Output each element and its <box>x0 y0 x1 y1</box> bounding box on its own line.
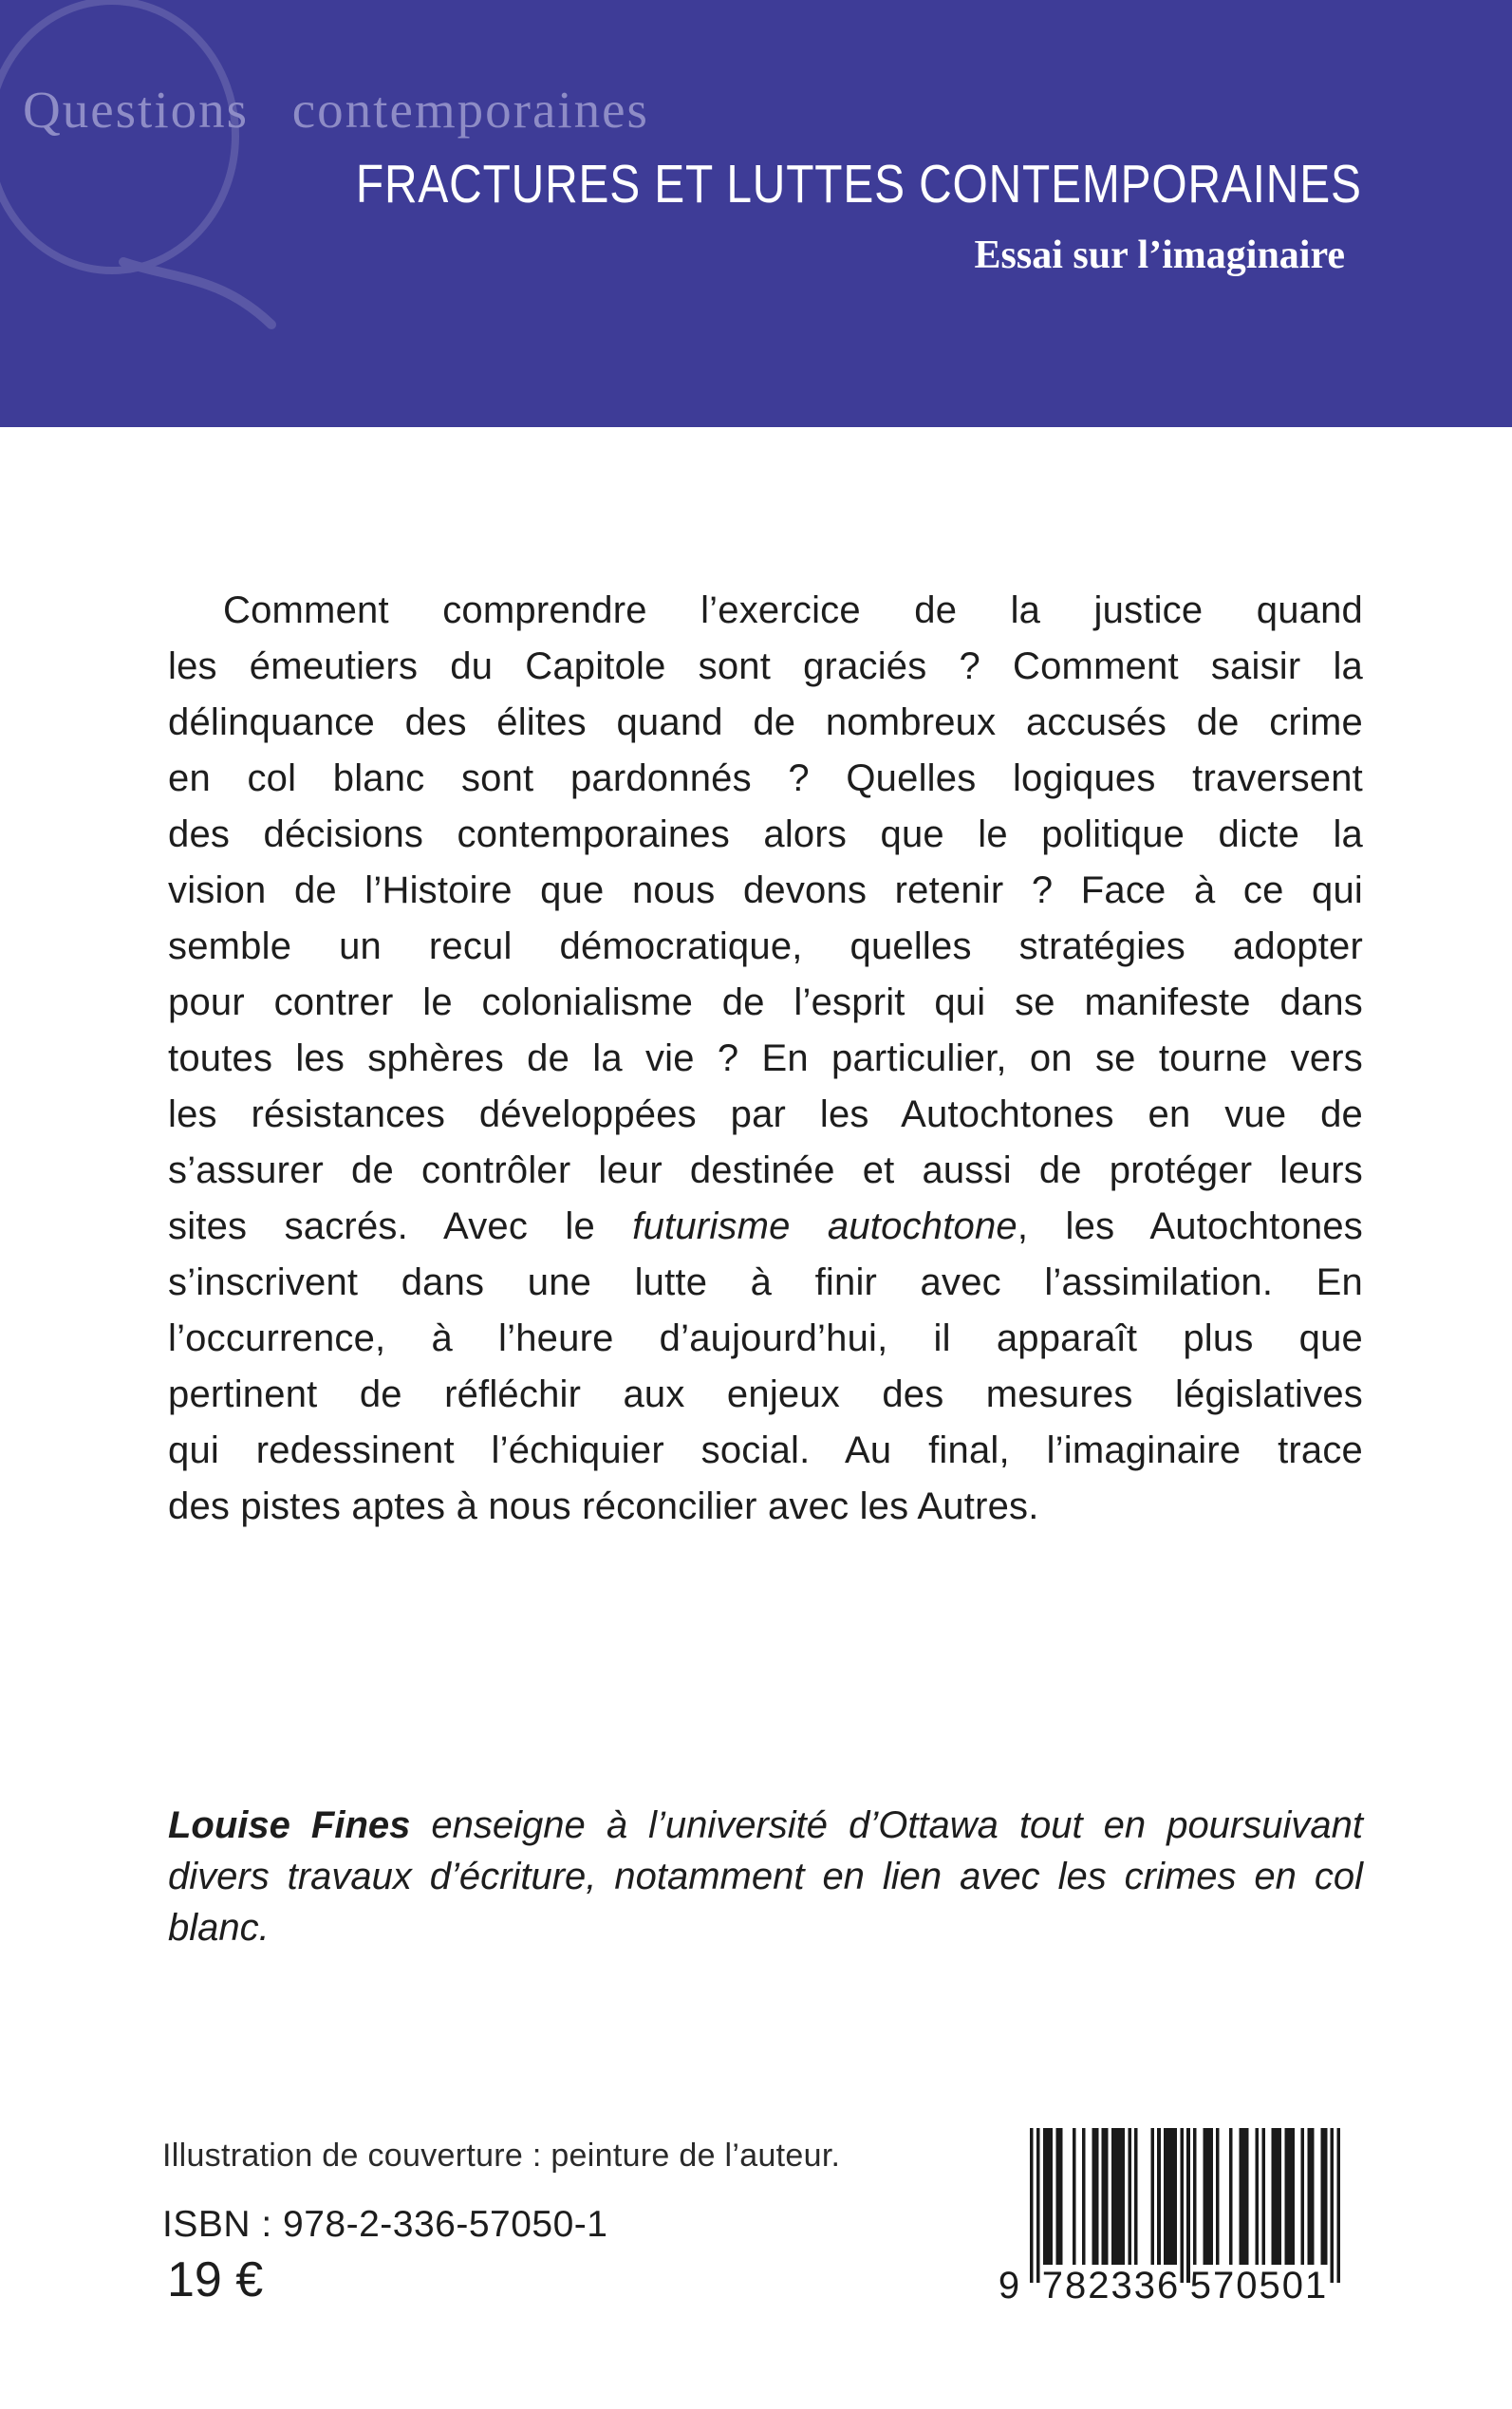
collection-banner <box>0 0 1512 427</box>
synopsis-line: des pistes aptes à nous réconcilier avec les Autres. <box>168 1485 1039 1527</box>
synopsis-line: des décisions contemporaines alors que le politique dicte la <box>168 813 1363 855</box>
synopsis-line: les résistances développées par les Autochtones en vue de <box>168 1093 1363 1135</box>
barcode-bars <box>1030 2128 1340 2283</box>
bio-line-text: enseigne à l’université d’Ottawa tout en poursuivant <box>410 1804 1363 1846</box>
synopsis-line: semble un recul démocratique, quelles stratégies adopter <box>168 925 1363 967</box>
synopsis-line-text: , les Autochtones <box>1017 1205 1363 1247</box>
synopsis-line: pour contrer le colonialisme de l’esprit qui se manifeste dans <box>168 981 1363 1023</box>
bio-line <box>168 1800 1363 1851</box>
book-subtitle: Essai sur l’imaginaire <box>974 233 1345 277</box>
synopsis-line: en col blanc sont pardonnés ? Quelles logiques traversent <box>168 757 1363 799</box>
bio-line: divers travaux d’écriture, notamment en lien avec les crimes en col <box>168 1856 1363 1897</box>
synopsis-line: s’assurer de contrôler leur destinée et aussi de protéger leurs <box>168 1149 1363 1191</box>
synopsis <box>168 583 1363 1535</box>
synopsis-line: l’occurrence, à l’heure d’aujourd’hui, il apparaît plus que <box>168 1317 1363 1359</box>
barcode-digits-right: 570501 <box>1189 2265 1329 2306</box>
synopsis-line: les émeutiers du Capitole sont graciés ? Comment saisir la <box>168 645 1363 687</box>
author-bio <box>168 1800 1363 1953</box>
synopsis-line: s’inscrivent dans une lutte à finir avec l’assimilation. En <box>168 1261 1363 1303</box>
italic-phrase: futurisme autochtone <box>632 1205 1017 1247</box>
collection-name: Questions contemporaines <box>23 81 649 139</box>
synopsis-line-text: sites sacrés. Avec le <box>168 1205 633 1247</box>
barcode-digits-left: 782336 <box>1041 2265 1181 2306</box>
price: 19 € <box>167 2252 264 2307</box>
synopsis-line <box>168 1199 1363 1255</box>
isbn-number: ISBN : 978-2-336-57050-1 <box>162 2204 608 2245</box>
book-title-text: FRACTURES ET LUTTES CONTEMPORAINES <box>356 154 1362 215</box>
author-name: Louise Fines <box>168 1804 411 1846</box>
book-title <box>164 154 1362 216</box>
cover-illustration-credit: Illustration de couverture : peinture de l’auteur. <box>162 2138 841 2174</box>
synopsis-line: vision de l’Histoire que nous devons retenir ? Face à ce qui <box>168 869 1363 911</box>
synopsis-line: pertinent de réfléchir aux enjeux des mesures législatives <box>168 1373 1363 1415</box>
bio-line: blanc. <box>168 1907 270 1949</box>
ean13-barcode <box>987 2128 1376 2308</box>
barcode-digit-lead: 9 <box>998 2265 1022 2306</box>
synopsis-line: Comment comprendre l’exercice de la justice quand <box>223 589 1363 631</box>
synopsis-line: toutes les sphères de la vie ? En particulier, on se tourne vers <box>168 1037 1363 1079</box>
synopsis-line: qui redessinent l’échiquier social. Au final, l’imaginaire trace <box>168 1429 1363 1471</box>
synopsis-line: délinquance des élites quand de nombreux accusés de crime <box>168 701 1363 743</box>
